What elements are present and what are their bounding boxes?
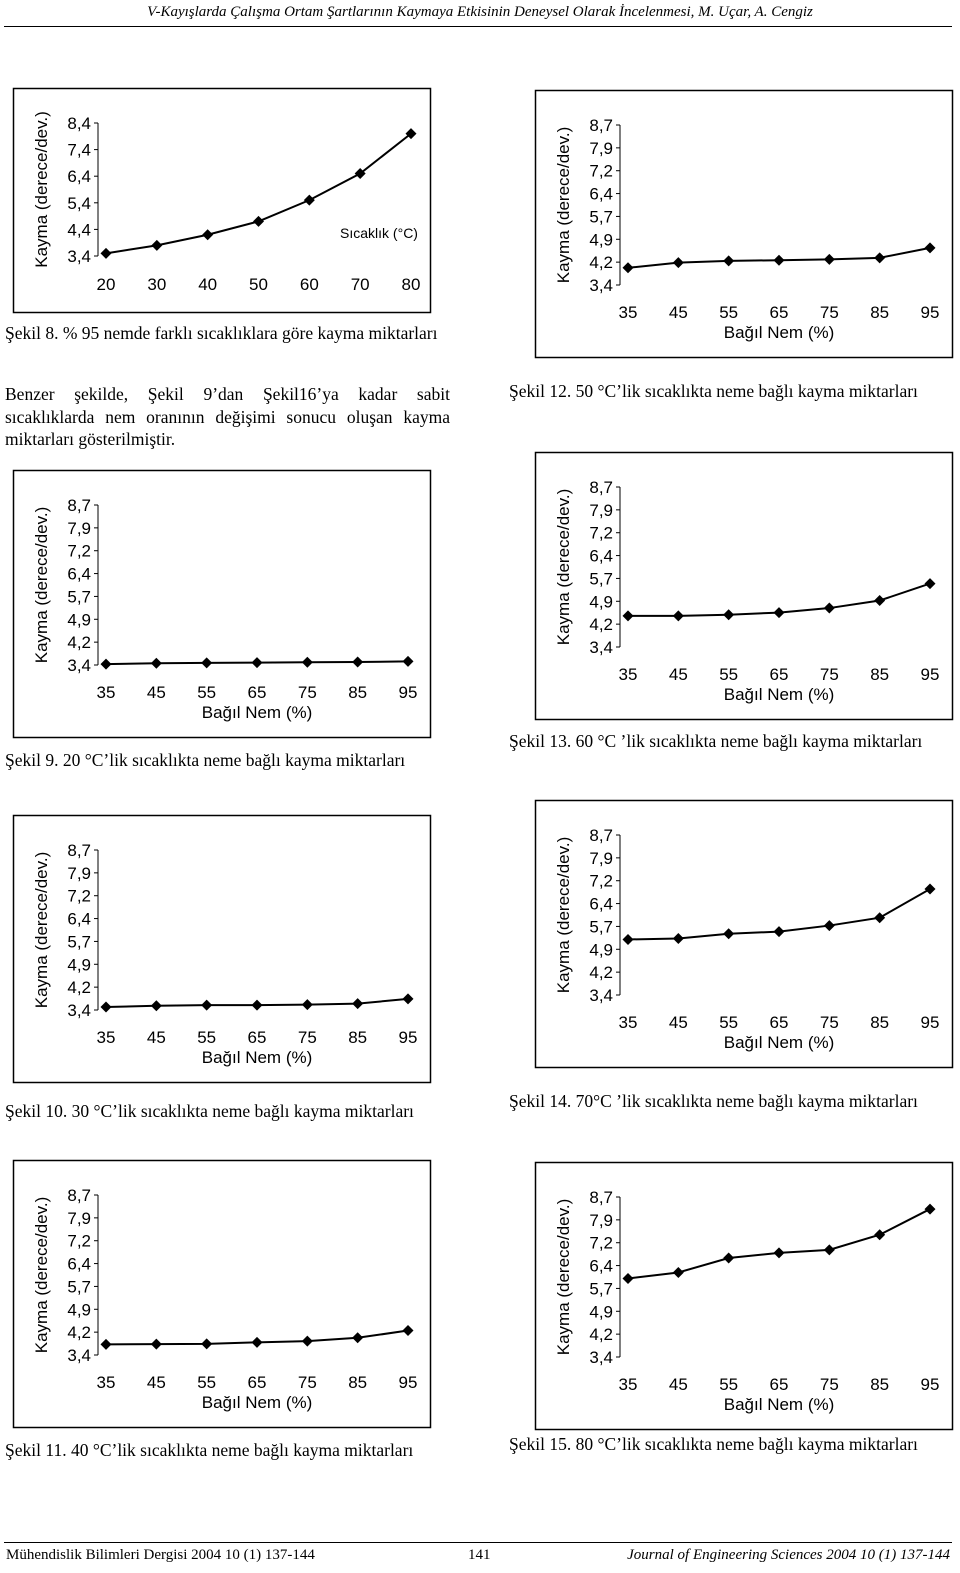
x-tick-label: 45: [146, 683, 166, 702]
y-tick-label: 7,2: [67, 886, 91, 906]
y-tick-label: 5,7: [589, 569, 613, 589]
x-tick-label: 95: [920, 1013, 940, 1032]
x-tick-label: 55: [719, 1013, 739, 1032]
x-tick-label: 85: [348, 683, 368, 702]
y-tick-label: 4,9: [589, 230, 613, 250]
chart-svg: [535, 800, 953, 1068]
x-tick-label: 95: [920, 1375, 940, 1394]
chart-fig15: [535, 1162, 953, 1430]
chart-fig10: [13, 815, 431, 1083]
y-tick-label: 5,7: [67, 1277, 91, 1297]
x-tick-label: 95: [920, 303, 940, 322]
x-axis-label: Bağıl Nem (%): [201, 703, 313, 722]
y-tick-label: 7,9: [67, 518, 91, 538]
y-tick-label: 6,4: [67, 1254, 91, 1274]
figure-caption: Şekil 14. 70°C ’lik sıcaklıkta neme bağlı kayma miktarları: [509, 1091, 918, 1111]
x-tick-label: 65: [247, 683, 267, 702]
x-axis-label: Sıcaklık (°C): [340, 225, 418, 241]
y-axis-label: Kayma (derece/dev.): [32, 1196, 51, 1354]
x-tick-label: 35: [96, 683, 116, 702]
y-tick-label: 4,2: [589, 253, 613, 273]
chart-fig13: [535, 452, 953, 720]
x-axis-label: Bağıl Nem (%): [723, 1395, 835, 1414]
figure-caption: Şekil 15. 80 °C’lik sıcaklıkta neme bağlı kayma miktarları: [509, 1434, 918, 1454]
y-tick-label: 7,2: [589, 161, 613, 181]
x-tick-label: 65: [769, 665, 789, 684]
x-axis-label: Bağıl Nem (%): [723, 685, 835, 704]
x-tick-label: 60: [299, 275, 319, 294]
y-tick-label: 4,9: [67, 1300, 91, 1320]
x-tick-label: 50: [249, 275, 268, 294]
chart-svg: [13, 1160, 431, 1428]
y-tick-label: 6,4: [589, 1256, 613, 1276]
y-tick-label: 3,4: [67, 656, 91, 675]
x-tick-label: 85: [870, 303, 890, 322]
body-paragraph: Benzer şekilde, Şekil 9’dan Şekil16’ya kadar sabit sıcaklıklarda nem oranının değişimi sonucu oluşan kayma miktarları gösterilmiştir.: [5, 384, 450, 449]
x-tick-label: 85: [348, 1028, 368, 1047]
chart-svg: [535, 90, 953, 358]
page-footer: [0, 1538, 960, 1568]
y-tick-label: 6,4: [589, 184, 613, 204]
y-tick-label: 3,4: [67, 1346, 91, 1365]
running-header: [0, 0, 960, 28]
y-tick-label: 4,2: [67, 978, 91, 998]
x-tick-label: 95: [398, 1028, 418, 1047]
y-tick-label: 7,4: [67, 140, 91, 160]
y-tick-label: 6,4: [589, 546, 613, 566]
x-axis-label: Bağıl Nem (%): [201, 1393, 313, 1412]
chart-fig11: [13, 1160, 431, 1428]
footer-rule: [4, 1542, 952, 1543]
y-tick-label: 7,9: [589, 138, 613, 158]
x-tick-label: 95: [398, 683, 418, 702]
y-tick-label: 5,7: [67, 587, 91, 607]
y-tick-label: 7,9: [589, 500, 613, 520]
x-tick-label: 65: [769, 1375, 789, 1394]
x-tick-label: 45: [146, 1373, 166, 1392]
y-tick-label: 8,7: [589, 478, 613, 497]
x-tick-label: 20: [96, 275, 116, 294]
x-tick-label: 85: [870, 1013, 890, 1032]
y-tick-label: 4,9: [67, 610, 91, 630]
chart-fig14: [535, 800, 953, 1068]
y-tick-label: 3,4: [589, 638, 613, 657]
x-tick-label: 45: [668, 303, 688, 322]
x-tick-label: 35: [618, 665, 638, 684]
y-axis-label: Kayma (derece/dev.): [554, 488, 573, 646]
figure-caption: Şekil 9. 20 °C’lik sıcaklıkta neme bağlı kayma miktarları: [5, 750, 406, 770]
running-title: V-Kayışlarda Çalışma Ortam Şartlarının Kaymaya Etkisinin Deneysel Olarak İncelenmesi, M. Uçar, A. Cengiz: [147, 4, 813, 20]
chart-fig8: [13, 88, 431, 313]
x-tick-label: 35: [618, 1375, 638, 1394]
x-tick-label: 75: [819, 303, 839, 322]
y-tick-label: 8,7: [589, 116, 613, 135]
y-axis-label: Kayma (derece/dev.): [32, 851, 51, 1009]
x-tick-label: 30: [147, 275, 167, 294]
x-tick-label: 75: [297, 683, 317, 702]
y-tick-label: 8,7: [67, 496, 91, 515]
y-tick-label: 4,9: [67, 955, 91, 975]
x-tick-label: 45: [668, 665, 688, 684]
y-tick-label: 5,7: [67, 932, 91, 952]
y-tick-label: 3,4: [589, 276, 613, 295]
x-tick-label: 65: [769, 303, 789, 322]
x-tick-label: 70: [350, 275, 370, 294]
y-tick-label: 4,2: [67, 1323, 91, 1343]
y-tick-label: 4,4: [67, 220, 91, 240]
chart-svg: [535, 452, 953, 720]
y-tick-label: 8,7: [589, 1188, 613, 1207]
x-tick-label: 45: [146, 1028, 166, 1047]
y-tick-label: 3,4: [589, 1348, 613, 1367]
x-tick-label: 95: [398, 1373, 418, 1392]
x-tick-label: 55: [197, 1028, 217, 1047]
y-tick-label: 3,4: [67, 247, 91, 266]
x-axis-label: Bağıl Nem (%): [723, 1033, 835, 1052]
x-tick-label: 35: [96, 1373, 116, 1392]
x-tick-label: 45: [668, 1013, 688, 1032]
x-tick-label: 55: [719, 665, 739, 684]
y-axis-label: Kayma (derece/dev.): [32, 111, 51, 268]
y-axis-label: Kayma (derece/dev.): [554, 126, 573, 284]
footer-journal-tr: Mühendislik Bilimleri Dergisi 2004 10 (1) 137-144: [6, 1547, 315, 1563]
x-tick-label: 85: [348, 1373, 368, 1392]
y-tick-label: 4,2: [589, 963, 613, 983]
y-tick-label: 4,9: [589, 940, 613, 960]
y-tick-label: 4,2: [589, 1325, 613, 1345]
x-tick-label: 35: [96, 1028, 116, 1047]
x-tick-label: 55: [197, 683, 217, 702]
y-tick-label: 3,4: [589, 986, 613, 1005]
y-tick-label: 7,2: [67, 1231, 91, 1251]
x-tick-label: 40: [198, 275, 218, 294]
y-tick-label: 6,4: [67, 167, 91, 187]
y-tick-label: 5,7: [589, 207, 613, 227]
y-tick-label: 6,4: [67, 564, 91, 584]
y-tick-label: 4,9: [589, 592, 613, 612]
y-tick-label: 7,2: [589, 1233, 613, 1253]
chart-svg: [535, 1162, 953, 1430]
y-tick-label: 7,9: [589, 848, 613, 868]
x-tick-label: 85: [870, 665, 890, 684]
y-tick-label: 6,4: [67, 909, 91, 929]
x-tick-label: 75: [297, 1028, 317, 1047]
chart-svg: [13, 88, 431, 313]
x-tick-label: 65: [769, 1013, 789, 1032]
x-tick-label: 35: [618, 1013, 638, 1032]
chart-svg: [13, 815, 431, 1083]
x-tick-label: 85: [870, 1375, 890, 1394]
y-tick-label: 7,9: [67, 1208, 91, 1228]
x-tick-label: 75: [819, 665, 839, 684]
y-tick-label: 4,2: [67, 633, 91, 653]
x-tick-label: 55: [719, 1375, 739, 1394]
x-tick-label: 55: [197, 1373, 217, 1392]
y-tick-label: 7,2: [589, 871, 613, 891]
x-tick-label: 65: [247, 1028, 267, 1047]
x-axis-label: Bağıl Nem (%): [201, 1048, 313, 1067]
y-tick-label: 8,7: [67, 841, 91, 860]
figure-caption: Şekil 12. 50 °C’lik sıcaklıkta neme bağlı kayma miktarları: [509, 381, 918, 401]
y-tick-label: 5,4: [67, 193, 91, 213]
x-tick-label: 45: [668, 1375, 688, 1394]
y-tick-label: 8,7: [589, 826, 613, 845]
x-tick-label: 55: [719, 303, 739, 322]
y-tick-label: 4,9: [589, 1302, 613, 1322]
y-tick-label: 8,4: [67, 114, 91, 133]
y-tick-label: 4,2: [589, 615, 613, 635]
chart-fig9: [13, 470, 431, 738]
x-axis-label: Bağıl Nem (%): [723, 323, 835, 342]
y-tick-label: 5,7: [589, 917, 613, 937]
figure-caption: Şekil 10. 30 °C’lik sıcaklıkta neme bağlı kayma miktarları: [5, 1101, 414, 1121]
y-axis-label: Kayma (derece/dev.): [554, 1198, 573, 1356]
figure-caption: Şekil 8. % 95 nemde farklı sıcaklıklara göre kayma miktarları: [5, 323, 438, 343]
y-tick-label: 5,7: [589, 1279, 613, 1299]
y-tick-label: 6,4: [589, 894, 613, 914]
x-tick-label: 75: [297, 1373, 317, 1392]
y-tick-label: 8,7: [67, 1186, 91, 1205]
y-tick-label: 7,9: [589, 1210, 613, 1230]
header-rule: [4, 26, 952, 27]
page-number: 141: [468, 1547, 491, 1563]
x-tick-label: 65: [247, 1373, 267, 1392]
x-tick-label: 35: [618, 303, 638, 322]
y-axis-label: Kayma (derece/dev.): [554, 836, 573, 994]
x-tick-label: 75: [819, 1375, 839, 1394]
y-tick-label: 3,4: [67, 1001, 91, 1020]
y-tick-label: 7,2: [67, 541, 91, 561]
figure-caption: Şekil 11. 40 °C’lik sıcaklıkta neme bağlı kayma miktarları: [5, 1440, 414, 1460]
y-axis-label: Kayma (derece/dev.): [32, 506, 51, 664]
chart-svg: [13, 470, 431, 738]
x-tick-label: 80: [401, 275, 421, 294]
x-tick-label: 95: [920, 665, 940, 684]
chart-fig12: [535, 90, 953, 358]
footer-journal-en: Journal of Engineering Sciences 2004 10 (1) 137-144: [627, 1547, 950, 1563]
y-tick-label: 7,2: [589, 523, 613, 543]
y-tick-label: 7,9: [67, 863, 91, 883]
figure-caption: Şekil 13. 60 °C ’lik sıcaklıkta neme bağlı kayma miktarları: [509, 731, 923, 751]
x-tick-label: 75: [819, 1013, 839, 1032]
